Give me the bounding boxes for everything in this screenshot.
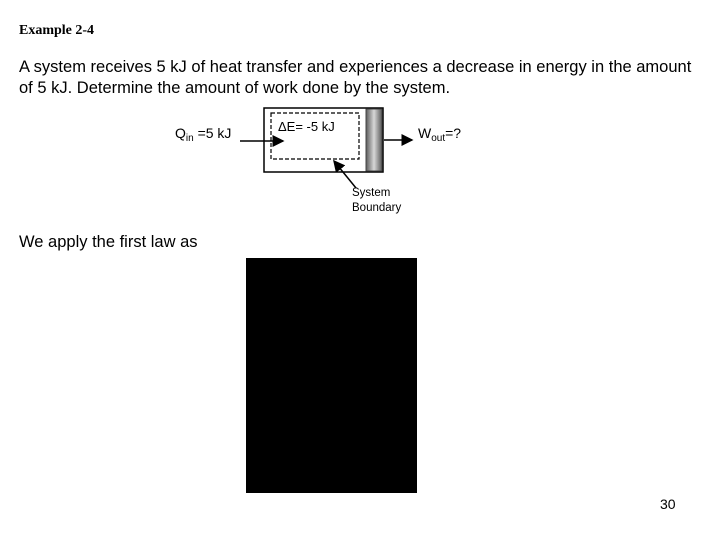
piston [366,109,382,171]
w-value: =? [445,125,462,141]
example-heading: Example 2-4 [19,23,95,38]
boundary-pointer-arrow [334,161,356,188]
system-boundary-label [352,186,401,216]
delta-e-label: ΔE= -5 kJ [278,119,335,134]
work-out-label [418,125,461,144]
w-subscript: out [431,133,446,144]
q-symbol: Q [175,125,186,141]
q-value: =5 kJ [193,125,232,141]
boundary-line-2: Boundary [352,202,402,214]
q-subscript: in [185,133,194,144]
boundary-line-1: System [352,187,391,199]
system-outer-box [264,108,383,172]
equation-placeholder-box [246,258,417,493]
w-symbol: W [418,125,432,141]
heat-in-label [175,125,231,144]
problem-statement: A system receives 5 kJ of heat transfer and experiences a decrease in energy in the amount of 5 kJ. Determine the amount of work done by the system. [19,58,692,97]
apply-first-law-text: We apply the first law as [19,233,198,251]
page-number: 30 [660,496,676,512]
